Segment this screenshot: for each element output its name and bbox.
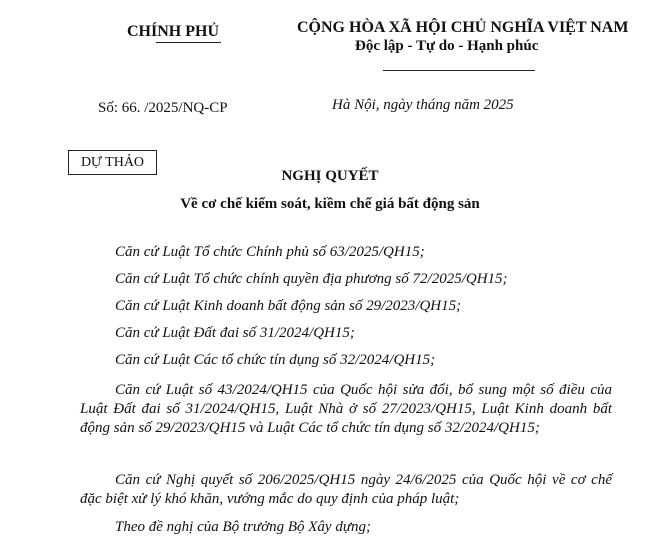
- document-subtitle: Về cơ chế kiểm soát, kiềm chế giá bất động sản: [180, 196, 480, 212]
- legal-basis-8: [80, 518, 612, 537]
- legal-basis-text: Căn cứ Luật Tổ chức Chính phủ số 63/2025/QH15;: [115, 244, 425, 260]
- legal-basis-1: [80, 243, 612, 262]
- national-title: CỘNG HÒA XÃ HỘI CHỦ NGHĨA VIỆT NAM: [297, 19, 629, 36]
- legal-basis-text: Căn cứ Luật Đất đai số 31/2024/QH15;: [115, 325, 355, 341]
- legal-basis-text: Căn cứ Luật Kinh doanh bất động sản số 29/2023/QH15;: [115, 298, 462, 314]
- draft-label: DỰ THẢO: [68, 150, 157, 175]
- issuing-agency: CHÍNH PHỦ: [127, 23, 219, 40]
- legal-basis-6: [80, 381, 612, 438]
- legal-basis-text: Theo đề nghị của Bộ trưởng Bộ Xây dựng;: [115, 519, 371, 535]
- legal-basis-5: [80, 351, 612, 370]
- document-title: NGHỊ QUYẾT: [281, 168, 379, 184]
- legal-basis-7: [80, 471, 612, 509]
- legal-basis-2: [80, 270, 612, 289]
- document-number: Số: 66. /2025/NQ-CP: [98, 100, 228, 116]
- legal-basis-3: [80, 297, 612, 316]
- legal-basis-text: Căn cứ Luật Các tổ chức tín dụng số 32/2024/QH15;: [115, 352, 436, 368]
- legal-basis-4: [80, 324, 612, 343]
- legal-basis-text: Căn cứ Nghị quyết số 206/2025/QH15 ngày 24/6/2025 của Quốc hội về cơ chế đặc biệt xử lý khó khăn, vướng mắc do quy định của pháp luật;: [80, 472, 612, 507]
- legal-basis-text: Căn cứ Luật số 43/2024/QH15 của Quốc hội sửa đổi, bổ sung một số điều của Luật Đất đai số 31/2024/QH15, Luật Nhà ở số 27/2023/QH15, Luật Kinh doanh bất động sản số 29/2023/QH15 và Luật Các tổ chức tín dụng số 32/2024/QH15;: [80, 382, 612, 436]
- legal-basis-text: Căn cứ Luật Tổ chức chính quyền địa phương số 72/2025/QH15;: [115, 271, 508, 287]
- document-date: Hà Nội, ngày tháng năm 2025: [332, 97, 514, 113]
- agency-underline: [156, 42, 221, 43]
- motto-underline: [383, 70, 535, 71]
- national-motto: Độc lập - Tự do - Hạnh phúc: [355, 38, 539, 54]
